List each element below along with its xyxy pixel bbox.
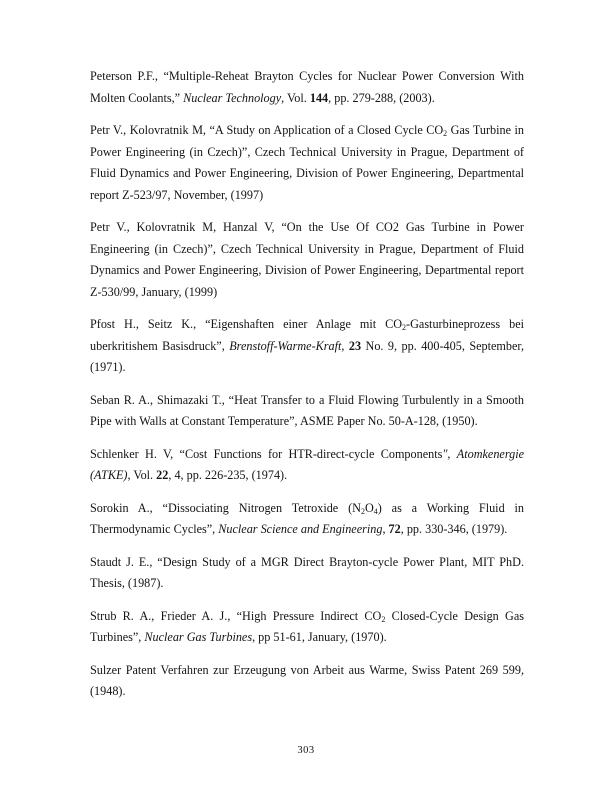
reference-text: Schlenker H. V, “Cost Functions for HTR-direct-cycle Components (90, 446, 443, 461)
references-list (90, 66, 524, 714)
bold-text: 144 (309, 90, 329, 105)
italic-text: Atomkenergie (ATKE) (90, 446, 525, 482)
reference-text: , (382, 522, 389, 536)
italic-text: Nuclear Gas Turbines (144, 630, 253, 644)
italic-text: ″ (442, 446, 448, 461)
reference-text: Seban R. A., Shimazaki T., “Heat Transfer to a Fluid Flowing Turbulently in a Smooth Pipe with Walls at Constant Temperature”, ASME Paper No. 50-A-128, (1950). (90, 392, 524, 428)
reference-entry (90, 390, 524, 433)
reference-text: -Gasturbineprozess bei uberkritishem Basisdruck”, (90, 317, 524, 353)
reference-text: Petr V., Kolovratnik M, “A Study on Application of a Closed Cycle CO (90, 123, 444, 137)
reference-text: , pp. 330-346, (1979). (400, 522, 508, 536)
reference-entry (90, 217, 524, 303)
reference-entry (90, 66, 524, 109)
subscript-text: 2 (402, 323, 407, 332)
reference-entry (90, 498, 524, 541)
reference-text: O (364, 500, 374, 515)
reference-text: Staudt J. E., “Design Study of a MGR Direct Brayton-cycle Power Plant, MIT PhD. Thesis, (1987). (90, 554, 524, 590)
reference-text: Sulzer Patent Verfahren zur Erzeugung von Arbeit aus Warme, Swiss Patent 269 599, (1948). (90, 662, 524, 698)
bold-text: 22 (156, 468, 169, 482)
page-number: 303 (297, 745, 315, 756)
reference-text: , 4, pp. 226-235, (1974). (168, 468, 288, 482)
reference-text: ) as a Working Fluid in Thermodynamic Cycles”, (90, 500, 524, 536)
reference-text: , (341, 338, 349, 353)
italic-text: Brenstoff-Warme-Kraft (229, 338, 342, 353)
reference-text: Sorokin A., “Dissociating Nitrogen Tetroxide (N (90, 500, 361, 515)
reference-entry (90, 552, 524, 595)
reference-entry (90, 314, 524, 379)
reference-text: No. 9, pp. 400-405, September, (1971). (90, 338, 524, 374)
bold-text: 23 (348, 338, 362, 353)
italic-text: Nuclear Technology (183, 90, 282, 105)
subscript-text: 2 (381, 614, 386, 624)
reference-text: , Vol. (127, 468, 157, 482)
bold-text: 72 (388, 522, 401, 536)
reference-text: Peterson P.F., “Multiple-Reheat Brayton Cycles for Nuclear Power Conversion With Molten Coolants,” (90, 69, 524, 105)
reference-text: , pp 51-61, January, (1970). (252, 630, 387, 644)
reference-text: , Vol. (281, 90, 310, 105)
subscript-text: 2 (443, 129, 448, 138)
reference-entry (90, 444, 524, 487)
reference-text: Closed-Cycle Design Gas Turbines”, (90, 608, 524, 644)
reference-text: Strub R. A., Frieder A. J., “High Pressure Indirect CO (90, 608, 382, 623)
reference-entry (90, 606, 524, 649)
italic-text: Nuclear Science and Engineering (218, 522, 383, 536)
reference-entry (90, 120, 524, 206)
reference-text: Gas Turbine in Power Engineering (in Czech)”, Czech Technical University in Prague, Department of Fluid Dynamics and Power Engineering, Division of Power Engineering, Departmental report Z-523/97, November, (1997) (90, 123, 524, 202)
reference-entry (90, 660, 524, 703)
page-footer (0, 740, 612, 758)
reference-text: , pp. 279-288, (2003). (328, 90, 435, 105)
subscript-text: 2 (360, 506, 365, 516)
reference-text: Petr V., Kolovratnik M, Hanzal V, “On the Use Of CO2 Gas Turbine in Power Engineering (in Czech)”, Czech Technical University in Prague, Department of Fluid Dynamics and Power Engineering, Division of Power Engineering, Departmental report Z-530/99, January, (1999) (90, 220, 524, 299)
subscript-text: 4 (373, 506, 378, 516)
reference-text: , (447, 446, 457, 461)
reference-text: Pfost H., Seitz K., “Eigenshaften einer Anlage mit CO (90, 317, 403, 331)
